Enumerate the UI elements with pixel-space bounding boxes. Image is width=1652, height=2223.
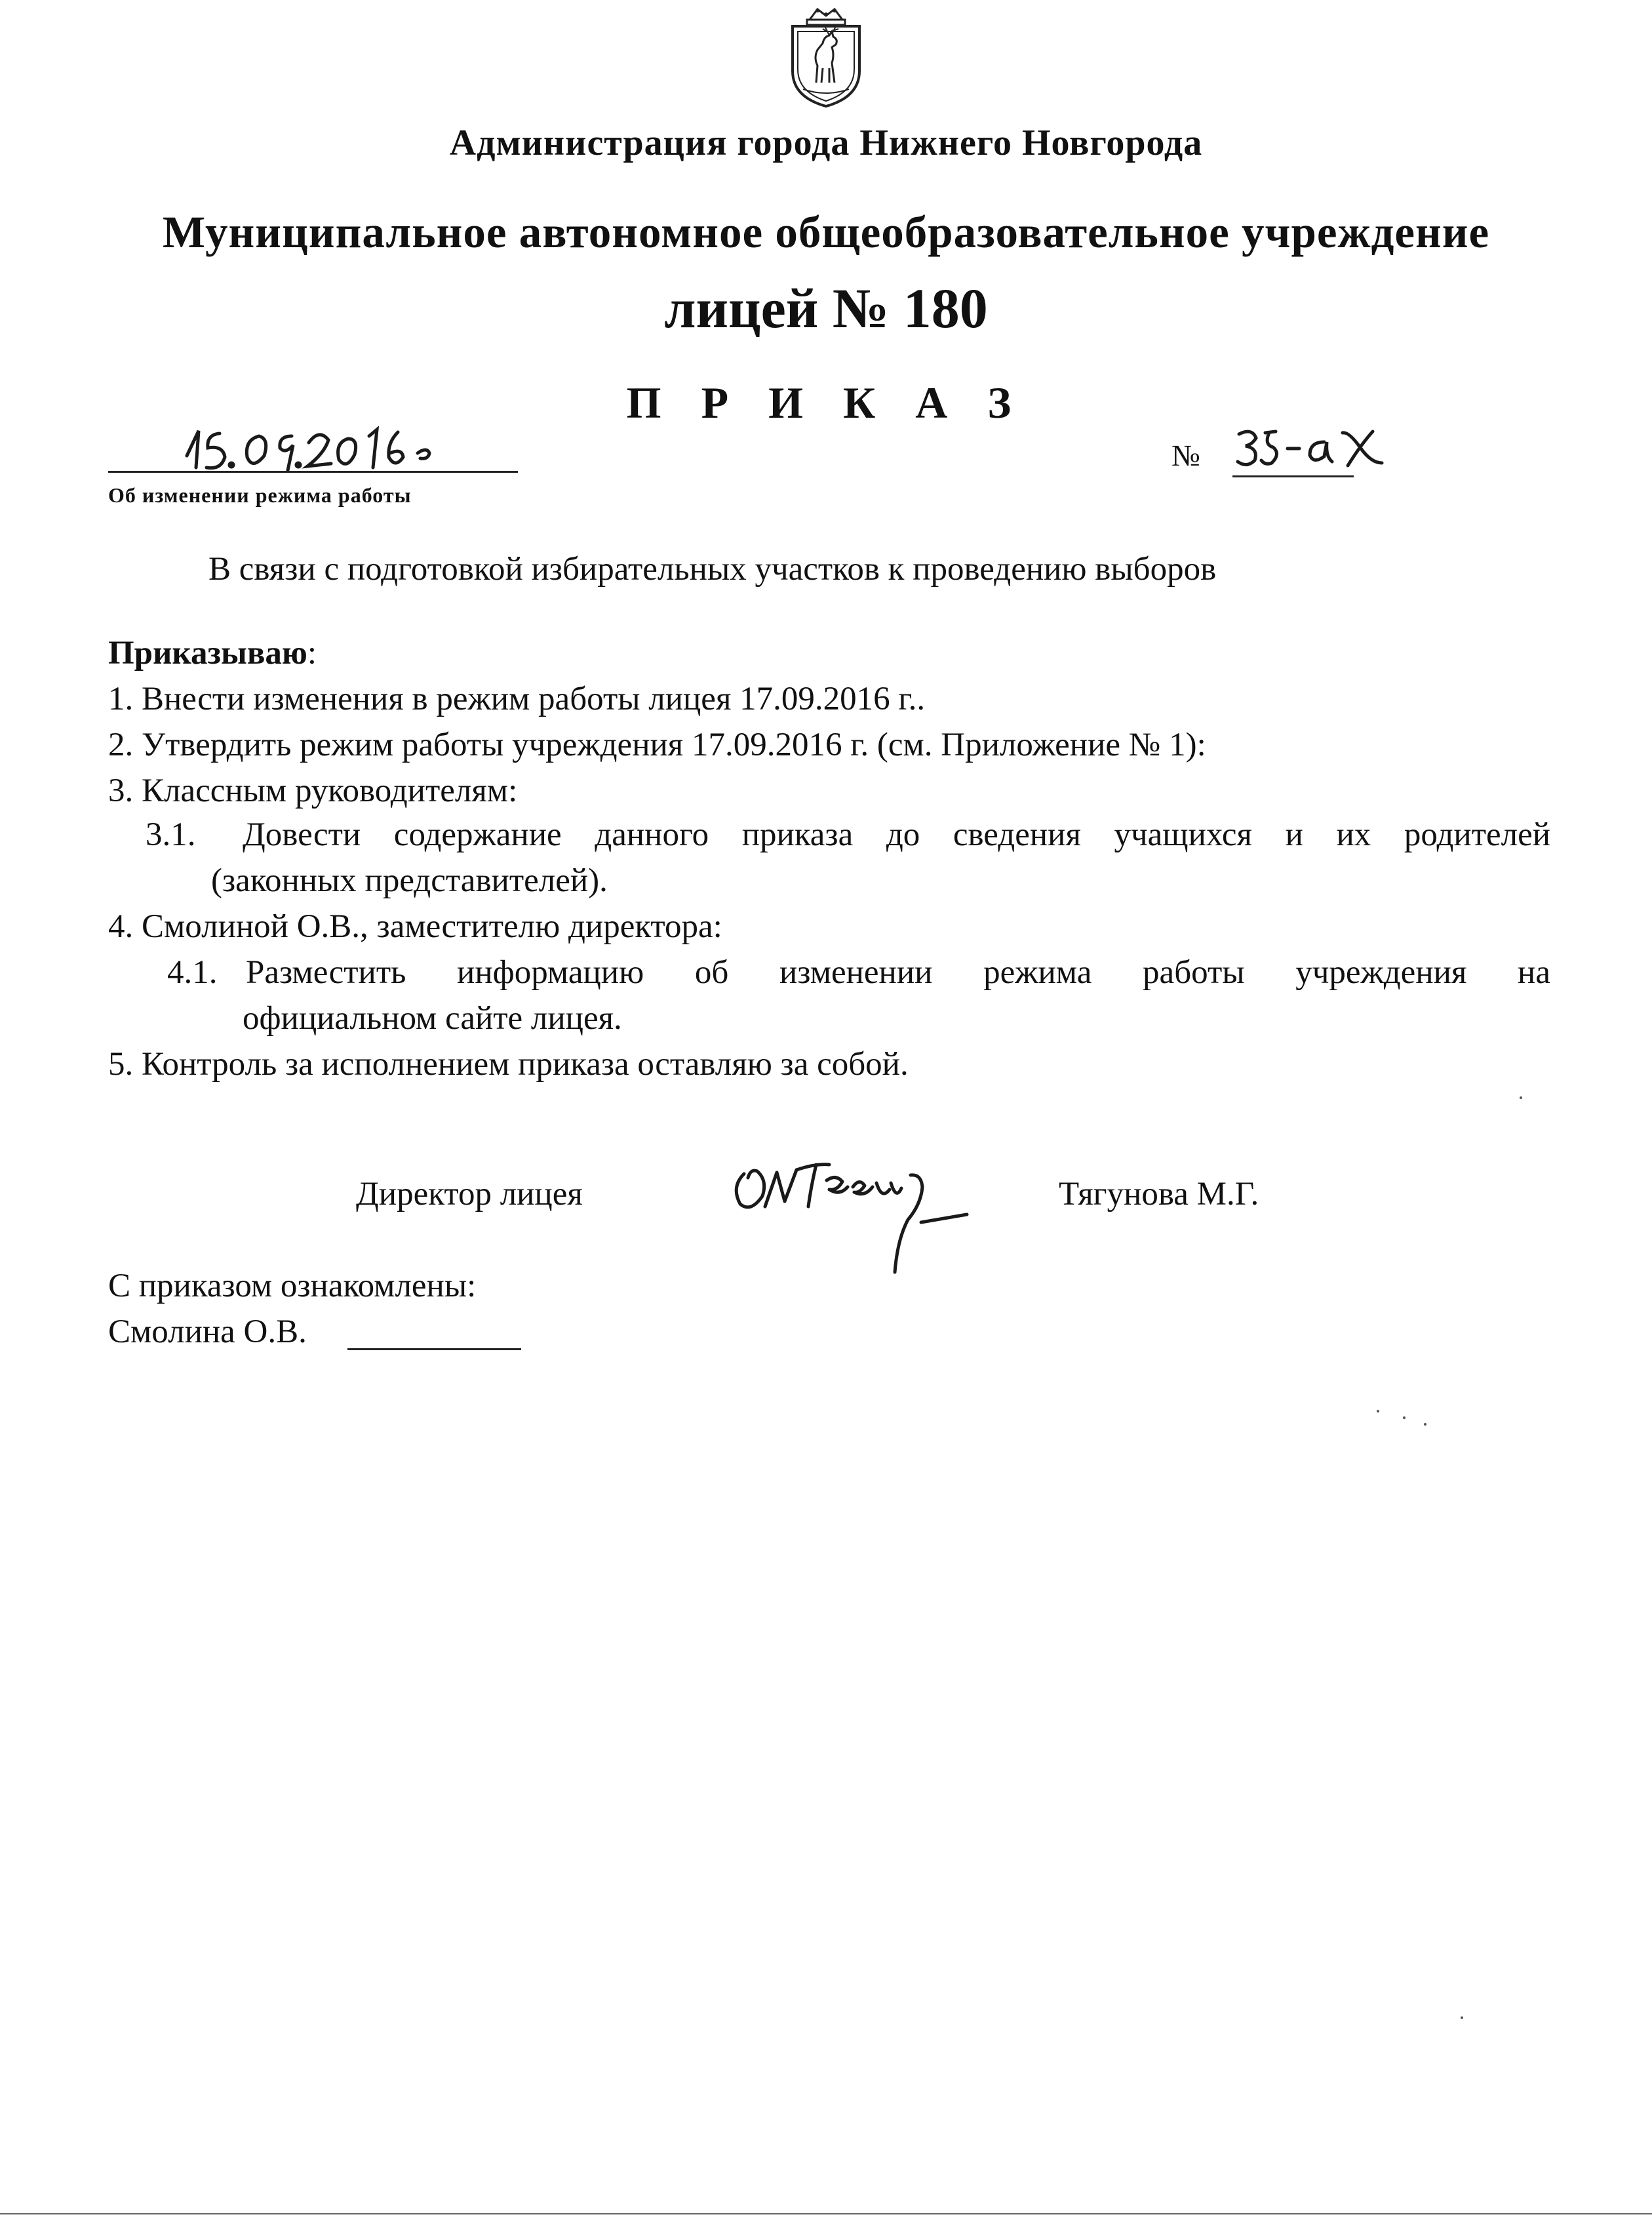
acknowledgement-name: Смолина О.В. <box>108 1313 307 1350</box>
lyceum-title: лицей № 180 <box>664 277 988 340</box>
preamble-text: В связи с подготовкой избирательных участков к проведению выборов <box>208 551 1217 588</box>
director-name: Тягунова М.Г. <box>1059 1176 1259 1212</box>
acknowledgement-label: С приказом ознакомлены: <box>108 1268 477 1304</box>
order-item-5: 5. Контроль за исполнением приказа оставляю за собой. <box>108 1046 909 1083</box>
number-underline <box>1232 475 1354 477</box>
scan-speck <box>1403 1416 1406 1419</box>
coat-of-arms-emblem <box>783 5 869 110</box>
order-directive-word: Приказываю <box>108 635 307 671</box>
administration-title: Администрация города Нижнего Новгорода <box>449 123 1203 163</box>
order-heading: П Р И К А З <box>626 378 1026 428</box>
scan-speck <box>1461 2016 1463 2019</box>
order-subitem-4-1-line2: официальном сайте лицея. <box>243 1000 622 1037</box>
order-subitem-3-1-line2: (законных представителей). <box>211 862 608 899</box>
order-item-3: 3. Классным руководителям: <box>108 772 518 809</box>
acknowledgement-signature-line <box>347 1348 521 1350</box>
director-signature <box>724 1141 1013 1285</box>
order-subitem-4-1-line1: Разместить информацию об изменении режима работы учреждения на <box>246 954 1550 991</box>
scan-bottom-edge <box>0 2213 1652 2214</box>
order-subject: Об изменении режима работы <box>108 483 412 507</box>
director-position: Директор лицея <box>356 1176 583 1212</box>
date-underline <box>108 471 518 473</box>
handwritten-date <box>167 416 495 475</box>
order-directive <box>108 630 317 677</box>
institution-title: Муниципальное автономное общеобразовательное учреждение <box>162 207 1490 257</box>
order-subitem-3-1-line1: Довести содержание данного приказа до сведения учащихся и их родителей <box>243 816 1550 853</box>
order-directive-colon: : <box>307 635 317 671</box>
order-item-2: 2. Утвердить режим работы учреждения 17.09.2016 г. (см. Приложение № 1): <box>108 727 1206 763</box>
order-number-label: № <box>1171 439 1200 472</box>
order-subitem-3-1-number: 3.1. <box>146 816 196 853</box>
order-item-1: 1. Внести изменения в режим работы лицея 17.09.2016 г.. <box>108 681 926 717</box>
scan-speck <box>1520 1096 1522 1099</box>
scan-speck <box>1377 1410 1379 1412</box>
handwritten-order-number <box>1232 420 1403 472</box>
scan-speck <box>1424 1423 1426 1426</box>
order-item-4: 4. Смолиной О.В., заместителю директора: <box>108 908 722 945</box>
order-subitem-4-1-number: 4.1. <box>167 954 218 991</box>
